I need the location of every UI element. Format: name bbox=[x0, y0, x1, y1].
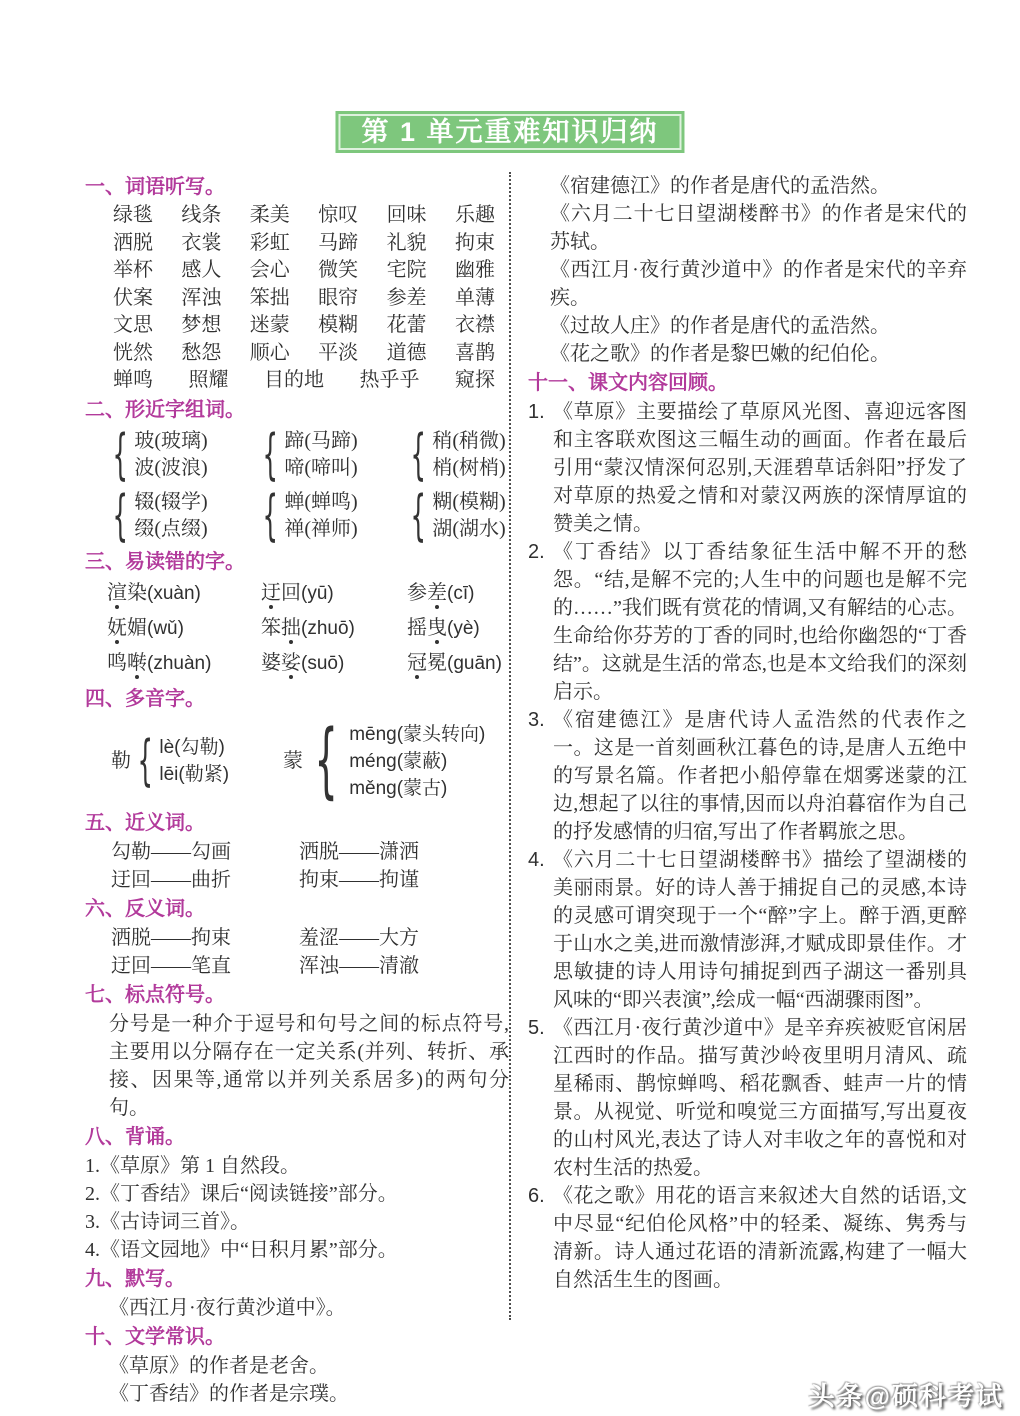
brace-line: měng(蒙古) bbox=[349, 777, 448, 799]
paragraph-text: 《六月二十七日望湖楼醉书》描绘了望湖楼的美丽雨景。好的诗人善于捕捉自己的灵感,本诗的灵感可谓突现于一个“醉”字上。醉于酒,更醉于山水之美,进而激情澎湃,才赋成即景佳作。才思敏捷的诗人用诗句捕捉到西子湖这一番别具风味的“即兴表演”,绘成一幅“西湖骤雨图”。 bbox=[553, 849, 967, 1011]
review-paragraph bbox=[528, 1182, 967, 1294]
left-brace: { bbox=[112, 422, 128, 486]
word: 衣襟 bbox=[454, 314, 495, 336]
synonyms-grid bbox=[85, 838, 509, 894]
similar-pair-group bbox=[405, 483, 509, 547]
word: 笨拙 bbox=[249, 286, 290, 309]
word: 参差 bbox=[386, 286, 427, 309]
page-title bbox=[335, 111, 684, 153]
section-heading-similar-characters: 二、形近字组词。 bbox=[85, 398, 245, 421]
word: 宅院 bbox=[386, 259, 427, 281]
pinyin: (cī) bbox=[447, 582, 475, 604]
word: 惊叹 bbox=[318, 204, 359, 226]
recitation-list bbox=[85, 1152, 509, 1264]
paragraph-text: 《宿建德江》是唐代诗人孟浩然的代表作之一。这是一首刻画秋江暮色的诗,是唐人五绝中的写景名篇。作者把小船停靠在烟雾迷蒙的江边,想起了以往的事情,因而以舟泊暮宿作为自己的抒发感情的归宿,写出了作者羁旅之思。 bbox=[553, 709, 967, 843]
character: 婆 bbox=[261, 651, 281, 674]
character: 摇 bbox=[407, 616, 427, 639]
recitation-item: 3.《古诗词三首》。 bbox=[85, 1210, 250, 1233]
left-brace: { bbox=[137, 729, 153, 793]
misread-item bbox=[107, 614, 261, 643]
literary-knowledge-right-list bbox=[528, 172, 967, 368]
section-heading-polyphonic: 四、多音字。 bbox=[85, 687, 205, 710]
word-row bbox=[85, 230, 509, 258]
similar-pair-group bbox=[257, 483, 405, 547]
similar-pair-group bbox=[107, 483, 257, 547]
left-brace: { bbox=[262, 483, 278, 547]
section-heading-word-dictation: 一、词语听写。 bbox=[85, 176, 225, 198]
pinyin: (yè) bbox=[447, 617, 480, 639]
author-fact: 《六月二十七日望湖楼醉书》的作者是宋代的苏轼。 bbox=[550, 203, 967, 253]
misread-item bbox=[407, 614, 509, 643]
word: 模糊 bbox=[318, 314, 359, 336]
paragraph-number: 5. bbox=[528, 1017, 545, 1039]
brace-line: 湖(湖水) bbox=[432, 517, 506, 540]
word: 文思 bbox=[113, 314, 153, 336]
misread-item bbox=[407, 579, 509, 608]
author-fact: 《草原》的作者是老舍。 bbox=[109, 1354, 329, 1377]
dotted-character: 差 bbox=[427, 581, 447, 604]
dotted-character: 曳 bbox=[427, 616, 447, 639]
brace-line: 玻(玻璃) bbox=[134, 429, 208, 452]
brace-line: lè(勾勒) bbox=[159, 737, 225, 758]
brace-line: 梢(树梢) bbox=[432, 456, 506, 479]
antonym-pair: 羞涩——大方 bbox=[299, 926, 419, 949]
polyphone-character: 蒙 bbox=[283, 750, 304, 772]
synonym-pair: 迂回——曲折 bbox=[111, 868, 231, 891]
similar-pair-group bbox=[405, 422, 509, 486]
dotted-character: 迂 bbox=[261, 581, 281, 604]
paragraph-number: 3. bbox=[528, 709, 545, 731]
word: 恍然 bbox=[113, 341, 153, 364]
brace-line: 稍(稍微) bbox=[432, 429, 506, 452]
word: 花蕾 bbox=[386, 314, 427, 336]
antonyms-grid bbox=[85, 924, 509, 980]
section-heading-synonyms: 五、近义词。 bbox=[85, 811, 205, 834]
paragraph-text: 《西江月·夜行黄沙道中》是辛弃疾被贬官闲居江西时的作品。描写黄沙岭夜里明月清风、疏星稀雨、鹊惊蝉鸣、稻花飘香、蛙声一片的情景。从视觉、听觉和嗅觉三方面描写,写出夏夜的山村风光,表达了诗人对丰收之年的喜悦和对农村生活的热爱。 bbox=[553, 1017, 967, 1179]
brace-line: 糊(模糊) bbox=[432, 490, 506, 513]
polyphone-group bbox=[283, 713, 486, 809]
brace-lines bbox=[432, 489, 505, 543]
synonym-pair: 拘束——拘谨 bbox=[299, 868, 419, 891]
left-column bbox=[85, 172, 509, 1408]
section-heading-antonyms: 六、反义词。 bbox=[85, 897, 205, 920]
section-heading-punctuation: 七、标点符号。 bbox=[85, 983, 225, 1006]
word: 伏案 bbox=[113, 286, 153, 309]
author-fact: 《宿建德江》的作者是唐代的孟浩然。 bbox=[550, 175, 890, 197]
word: 浑浊 bbox=[181, 286, 222, 309]
right-column bbox=[511, 172, 967, 1294]
word-row bbox=[85, 312, 509, 340]
word: 平淡 bbox=[318, 341, 359, 364]
word: 线条 bbox=[181, 204, 222, 226]
word: 举杯 bbox=[113, 259, 153, 281]
content-columns bbox=[85, 172, 967, 1408]
page-title-text: 第 1 单元重难知识归纳 bbox=[361, 117, 659, 147]
word: 衣裳 bbox=[181, 231, 222, 254]
misread-item bbox=[107, 649, 261, 678]
word: 梦想 bbox=[181, 314, 222, 336]
word: 柔美 bbox=[249, 204, 290, 226]
section-heading-dictation-memory: 九、默写。 bbox=[85, 1267, 185, 1290]
misread-characters-grid bbox=[85, 579, 509, 678]
brace-lines bbox=[134, 428, 207, 482]
word: 洒脱 bbox=[113, 231, 153, 254]
word: 顺心 bbox=[249, 341, 290, 364]
word: 微笑 bbox=[318, 259, 359, 281]
word-row bbox=[85, 257, 509, 285]
dotted-character: 啭 bbox=[127, 651, 147, 674]
left-brace: { bbox=[410, 483, 426, 547]
dictation-memory-list bbox=[85, 1294, 509, 1322]
pinyin: (wǔ) bbox=[147, 617, 184, 639]
recitation-item: 2.《丁香结》课后“阅读链接”部分。 bbox=[85, 1182, 398, 1205]
similar-characters-grid bbox=[85, 422, 509, 547]
recitation-item: 1.《草原》第 1 自然段。 bbox=[85, 1154, 300, 1177]
character: 笨 bbox=[261, 616, 281, 639]
word: 马蹄 bbox=[318, 231, 359, 254]
brace-line: 波(波浪) bbox=[134, 456, 208, 479]
word-row bbox=[85, 285, 509, 313]
word: 眼帘 bbox=[318, 286, 359, 309]
word: 感人 bbox=[181, 259, 222, 281]
text-review-list bbox=[528, 398, 967, 1294]
review-paragraph bbox=[528, 538, 967, 706]
brace-line: 蝉(蝉鸣) bbox=[284, 490, 358, 513]
brace-lines bbox=[284, 489, 357, 543]
section-heading-text-review: 十一、课文内容回顾。 bbox=[528, 372, 728, 394]
word-row bbox=[85, 340, 509, 368]
misread-item bbox=[261, 579, 407, 608]
brace-lines bbox=[349, 721, 485, 802]
misread-item bbox=[407, 649, 509, 678]
polyphonic-groups bbox=[85, 713, 509, 809]
punctuation-text: 分号是一种介于逗号和句号之间的标点符号,主要用以分隔存在一定关系(并列、转折、承接、因果等,通常以并列关系居多)的两句分句。 bbox=[109, 1012, 509, 1119]
word: 目的地 bbox=[264, 369, 324, 391]
misread-item bbox=[261, 649, 407, 678]
paragraph-number: 1. bbox=[528, 401, 545, 423]
word: 幽雅 bbox=[454, 259, 495, 281]
brace-line: 缀(点缀) bbox=[134, 517, 208, 540]
left-brace: { bbox=[112, 483, 128, 547]
pinyin: (zhuàn) bbox=[147, 652, 212, 674]
synonym-pair: 勾勒——勾画 bbox=[111, 840, 231, 863]
brace-line: 蹄(马蹄) bbox=[284, 429, 358, 452]
brace-line: lēi(勒紧) bbox=[159, 764, 230, 785]
paragraph-text: 《丁香结》以丁香结象征生活中解不开的愁怨。“结,是解不完的;人生中的问题也是解不完的……”我们既有赏花的情调,又有解结的心志。生命给你芬芳的丁香的同时,也给你幽怨的“丁香结”。这就是生活的常态,也是本文给我们的深刻启示。 bbox=[553, 541, 967, 703]
word: 道德 bbox=[386, 341, 427, 364]
character: 参 bbox=[407, 581, 427, 604]
word: 蝉鸣 bbox=[113, 369, 153, 391]
character: 冕 bbox=[427, 651, 447, 674]
author-fact: 《西江月·夜行黄沙道中》的作者是宋代的辛弃疾。 bbox=[550, 259, 967, 309]
word-dictation-list bbox=[85, 202, 509, 395]
brace-line: 禅(禅师) bbox=[284, 517, 358, 540]
misread-item bbox=[107, 579, 261, 608]
left-brace: { bbox=[410, 422, 426, 486]
pinyin: (zhuō) bbox=[301, 617, 355, 639]
word-row bbox=[85, 367, 509, 395]
paragraph-text: 《花之歌》用花的语言来叙述大自然的话语,文中尽显“纪伯伦风格”中的轻柔、凝练、隽秀与清新。诗人通过花语的清新流露,构建了一幅大自然活生生的图画。 bbox=[553, 1185, 967, 1291]
similar-pair-group bbox=[107, 422, 257, 486]
left-brace: { bbox=[314, 713, 338, 809]
dotted-character: 娑 bbox=[281, 651, 301, 674]
word: 拘束 bbox=[454, 231, 495, 254]
author-fact: 《过故人庄》的作者是唐代的孟浩然。 bbox=[550, 315, 890, 337]
review-paragraph bbox=[528, 1014, 967, 1182]
literary-knowledge-left-list bbox=[85, 1352, 509, 1408]
brace-lines bbox=[432, 428, 505, 482]
synonym-pair: 洒脱——潇洒 bbox=[299, 840, 419, 863]
brace-line: 辍(辍学) bbox=[134, 490, 208, 513]
polyphone-character: 勒 bbox=[111, 750, 131, 772]
similar-pair-group bbox=[257, 422, 405, 486]
character: 染 bbox=[127, 581, 147, 604]
word: 热乎乎 bbox=[359, 369, 420, 391]
paragraph-number: 2. bbox=[528, 541, 545, 563]
character: 媚 bbox=[127, 616, 147, 639]
watermark: 头条@硕科考试 bbox=[808, 1381, 1004, 1411]
brace-line: méng(蒙蔽) bbox=[349, 750, 448, 772]
section-heading-literary-knowledge: 十、文学常识。 bbox=[85, 1325, 225, 1348]
author-fact: 《花之歌》的作者是黎巴嫩的纪伯伦。 bbox=[550, 343, 890, 365]
pinyin: (yū) bbox=[301, 582, 334, 604]
word: 彩虹 bbox=[249, 231, 290, 254]
brace-line: mēng(蒙头转向) bbox=[349, 723, 486, 745]
pinyin: (guān) bbox=[447, 652, 502, 674]
antonym-pair: 迂回——笔直 bbox=[111, 954, 231, 977]
antonym-pair: 浑浊——清澈 bbox=[299, 954, 419, 977]
character: 鸣 bbox=[107, 651, 127, 674]
word: 迷蒙 bbox=[249, 314, 290, 336]
paragraph-text: 《草原》主要描绘了草原风光图、喜迎远客图和主客联欢图这三幅生动的画面。作者在最后引用“蒙汉情深何忍别,天涯碧草话斜阳”抒发了对草原的热爱之情和对蒙汉两族的深情厚谊的赞美之情。 bbox=[553, 401, 967, 535]
brace-lines bbox=[134, 489, 207, 543]
word: 绿毯 bbox=[113, 204, 153, 226]
antonym-pair: 洒脱——拘束 bbox=[111, 926, 231, 949]
section-heading-recitation: 八、背诵。 bbox=[85, 1125, 185, 1148]
word: 愁怨 bbox=[181, 341, 222, 364]
review-paragraph bbox=[528, 398, 967, 538]
brace-lines bbox=[159, 734, 229, 788]
word: 礼貌 bbox=[386, 231, 427, 254]
word: 乐趣 bbox=[454, 204, 495, 226]
misread-item bbox=[261, 614, 407, 643]
section-heading-easily-misread: 三、易读错的字。 bbox=[85, 550, 245, 573]
word: 喜鹊 bbox=[454, 341, 495, 364]
paragraph-number: 4. bbox=[528, 849, 545, 871]
dictation-item: 《西江月·夜行黄沙道中》。 bbox=[109, 1296, 346, 1319]
left-brace: { bbox=[262, 422, 278, 486]
word: 照耀 bbox=[188, 369, 229, 391]
review-paragraph bbox=[528, 706, 967, 846]
character: 回 bbox=[281, 581, 301, 604]
brace-lines bbox=[284, 428, 357, 482]
dotted-character: 冠 bbox=[407, 651, 427, 674]
pinyin: (xuàn) bbox=[147, 582, 201, 604]
word: 回味 bbox=[386, 204, 427, 226]
pinyin: (suō) bbox=[301, 652, 345, 674]
dotted-character: 拙 bbox=[281, 616, 301, 639]
author-fact: 《丁香结》的作者是宗璞。 bbox=[109, 1382, 349, 1405]
brace-line: 啼(啼叫) bbox=[284, 456, 358, 479]
word: 单薄 bbox=[454, 286, 495, 309]
paragraph-number: 6. bbox=[528, 1185, 545, 1207]
word-row bbox=[85, 202, 509, 230]
review-paragraph bbox=[528, 846, 967, 1014]
dotted-character: 渲 bbox=[107, 581, 127, 604]
dotted-character: 妩 bbox=[107, 616, 127, 639]
polyphone-group bbox=[111, 729, 230, 793]
word: 会心 bbox=[249, 259, 290, 281]
word: 窥探 bbox=[455, 369, 495, 391]
recitation-item: 4.《语文园地》中“日积月累”部分。 bbox=[85, 1238, 398, 1261]
